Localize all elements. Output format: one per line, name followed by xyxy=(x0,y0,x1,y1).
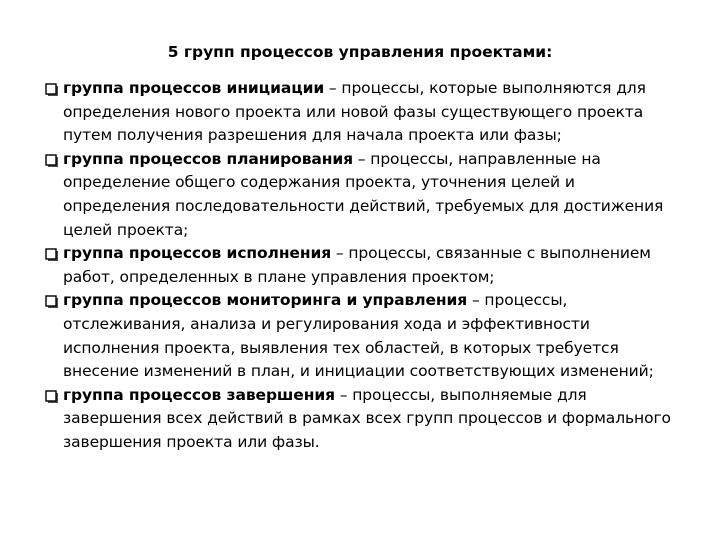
list-item xyxy=(44,242,684,289)
list-item xyxy=(44,77,684,148)
item-description: – процессы, отслеживания, анализа и регулирования хода и эффективности исполнения проекта, выявления тех областей, в которых требуется внесение изменений в план, и инициации соответствующих изменений; xyxy=(63,291,654,381)
item-term: группа процессов исполнения xyxy=(63,244,332,263)
item-description: – процессы, направленные на определение общего содержания проекта, уточнения целей и определения последовательности действий, требуемых для достижения целей проекта; xyxy=(63,149,664,239)
item-term: группа процессов планирования xyxy=(63,149,353,168)
square-bullet-icon xyxy=(45,248,59,262)
item-description: – процессы, выполняемые для завершения всех действий в рамках всех групп процессов и формального завершения проекта или фазы. xyxy=(63,385,671,451)
list-item xyxy=(44,384,684,455)
item-description: – процессы, которые выполняются для определения нового проекта или новой фазы существующего проекта путем получения разрешения для начала проекта или фазы; xyxy=(63,79,646,145)
process-groups-list xyxy=(44,77,684,455)
item-term: группа процессов инициации xyxy=(63,79,325,97)
slide-title: 5 групп процессов управления проектами: xyxy=(167,43,553,61)
item-term: группа процессов мониторинга и управления xyxy=(63,291,468,310)
list-item xyxy=(44,148,684,242)
square-bullet-icon xyxy=(45,83,59,97)
square-bullet-icon xyxy=(45,390,59,404)
list-item xyxy=(44,289,684,383)
square-bullet-icon xyxy=(45,295,59,309)
item-term: группа процессов завершения xyxy=(63,385,335,404)
square-bullet-icon xyxy=(45,154,59,168)
item-description: – процессы, связанные с выполнением работ, определенных в плане управления проектом; xyxy=(63,244,651,286)
